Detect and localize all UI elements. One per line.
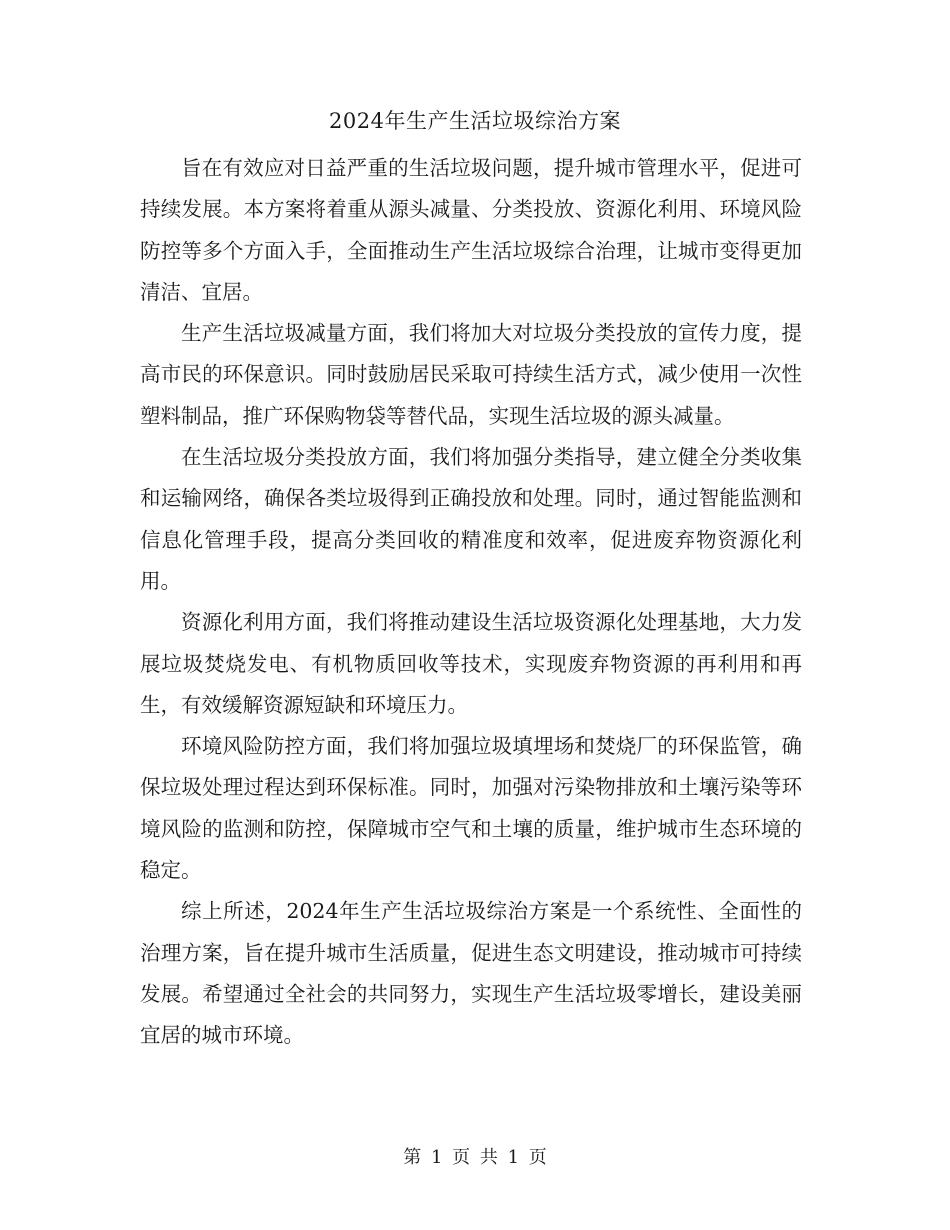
paragraph-sorting: 在生活垃圾分类投放方面，我们将加强分类指导，建立健全分类收集和运输网络，确保各类垃圾得到正确投放和处理。同时，通过智能监测和信息化管理手段，提高分类回收的精准度和效率，促进废弃物资源化利用。 — [140, 445, 802, 593]
paragraph-reduction: 生产生活垃圾减量方面，我们将加大对垃圾分类投放的宣传力度，提高市民的环保意识。同时鼓励居民采取可持续生活方式，减少使用一次性塑料制品，推广环保购物袋等替代品，实现生活垃圾的源头减量。 — [140, 321, 802, 428]
paragraph-summary: 综上所述，2024年生产生活垃圾综治方案是一个系统性、全面性的治理方案，旨在提升城市生活质量，促进生态文明建设，推动城市可持续发展。希望通过全社会的共同努力，实现生产生活垃圾零增长，建设美丽宜居的城市环境。 — [140, 899, 802, 1048]
paragraph-risk-control: 环境风险防控方面，我们将加强垃圾填埋场和焚烧厂的环保监管，确保垃圾处理过程达到环保标准。同时，加强对污染物排放和土壤污染等环境风险的监测和防控，保障城市空气和土壤的质量，维护城市生态环境的稳定。 — [140, 734, 802, 883]
document-title: 2024年生产生活垃圾综治方案 — [329, 109, 621, 133]
paragraph-intro: 旨在有效应对日益严重的生活垃圾问题，提升城市管理水平，促进可持续发展。本方案将着重从源头减量、分类投放、资源化利用、环境风险防控等多个方面入手，全面推动生产生活垃圾综合治理，让城市变得更加清洁、宜居。 — [140, 156, 802, 304]
paragraph-resource-utilization: 资源化利用方面，我们将推动建设生活垃圾资源化处理基地，大力发展垃圾焚烧发电、有机物质回收等技术，实现废弃物资源的再利用和再生，有效缓解资源短缺和环境压力。 — [140, 610, 802, 717]
document-body — [140, 148, 802, 1057]
page-footer: 第 1 页 共 1 页 — [403, 1147, 547, 1168]
